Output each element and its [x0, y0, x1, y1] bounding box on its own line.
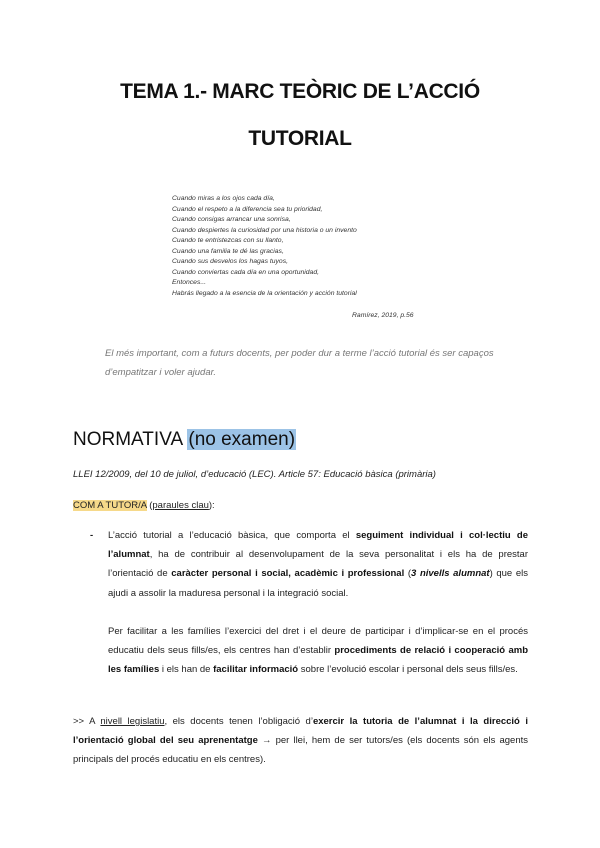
- bold-italic-run: 3 nivells alumnat: [411, 568, 490, 580]
- keywords-paren-open: (: [146, 500, 153, 511]
- bold-run: facilitar informació: [213, 664, 299, 676]
- paragraph-legislative: [73, 712, 528, 770]
- poem-citation: Ramírez, 2019, p.56: [352, 312, 414, 319]
- poem-line: Cuando una familia te dé las gracias,: [172, 247, 284, 255]
- section-heading-label: NORMATIVA: [73, 429, 183, 450]
- bold-run: procediments de relació i cooperació amb les famílies: [108, 645, 528, 676]
- text-run: Per facilitar a les famílies l’exercici del dret i el deure de participar i d’implicar-se en el procés educatiu dels seus fills/es, els centres han d’establir: [108, 626, 528, 657]
- poem-line: Cuando despiertes la curiosidad por una historia o un invento: [172, 226, 357, 234]
- text-run: , els docents tenen l’obligació d’: [164, 716, 313, 727]
- bold-run: seguiment individual i col·lectiu de l’alumnat: [108, 530, 528, 561]
- list-bullet: -: [90, 530, 94, 541]
- text-run: , ha de contribuir al desenvolupament de la seva personalitat i els ha de prestar l’orientació de: [108, 549, 528, 580]
- bold-run: caràcter personal i social, acadèmic i professional: [171, 568, 405, 580]
- poem-line: Cuando el respeto a la diferencia sea tu prioridad,: [172, 205, 323, 213]
- text-run: L’acció tutorial a l’educació bàsica, que comporta el: [108, 530, 356, 541]
- poem-line: Cuando te entristezcas con su llanto,: [172, 237, 284, 244]
- poem-line: Habrás llegado a la esencia de la orientación y acción tutorial: [172, 289, 357, 297]
- bold-run: exercir la tutoria de l’alumnat i la direcció i l’orientació global del seu aprenentatge: [73, 716, 528, 747]
- keywords-underlined: paraules clau: [152, 500, 209, 511]
- poem-line: Cuando miras a los ojos cada día,: [172, 195, 275, 202]
- keywords-paren-close: ):: [208, 500, 215, 511]
- underlined-run: nivell legislatiu: [100, 716, 165, 727]
- text-run: (: [404, 568, 412, 580]
- poem-line: Cuando consigas arrancar una sonrisa,: [172, 216, 291, 223]
- poem-line: Cuando sus desvelos los hagas tuyos,: [172, 258, 288, 265]
- page-title-line-1: TEMA 1.- MARC TEÒRIC DE L’ACCIÓ: [120, 80, 480, 103]
- poem-line: Cuando conviertas cada día en una oportunidad,: [172, 268, 319, 276]
- text-run: ) que els ajudi a assolir la maduresa personal i la integració social.: [108, 568, 528, 599]
- text-run: sobre l’evolució escolar i personal dels seus fills/es.: [298, 664, 518, 676]
- text-run: → per llei, hem de ser tutors/es (els docents són els agents principals del procés educatiu en els centres).: [73, 735, 528, 766]
- intro-paragraph: El més important, com a futurs docents, per poder dur a terme l’acció tutorial és ser capaços d’empatitzar i voler ajudar.: [105, 348, 494, 378]
- epigraph-poem: [172, 194, 412, 299]
- text-run: >> A: [73, 716, 101, 727]
- law-reference: LLEI 12/2009, del 10 de juliol, d’educació (LEC). Article 57: Educació bàsica (primària): [73, 469, 436, 480]
- paragraph-families: [108, 622, 528, 680]
- keywords-label: COM A TUTOR/A: [73, 500, 147, 511]
- poem-line: Entonces...: [172, 279, 207, 286]
- keywords-line: [73, 500, 215, 511]
- section-heading-note: (no examen): [188, 429, 296, 450]
- text-run: i els han de: [159, 664, 214, 676]
- page-title-line-2: TUTORIAL: [248, 127, 352, 150]
- paragraph-tutorial-action: [108, 526, 528, 603]
- section-heading-normativa: [73, 429, 296, 451]
